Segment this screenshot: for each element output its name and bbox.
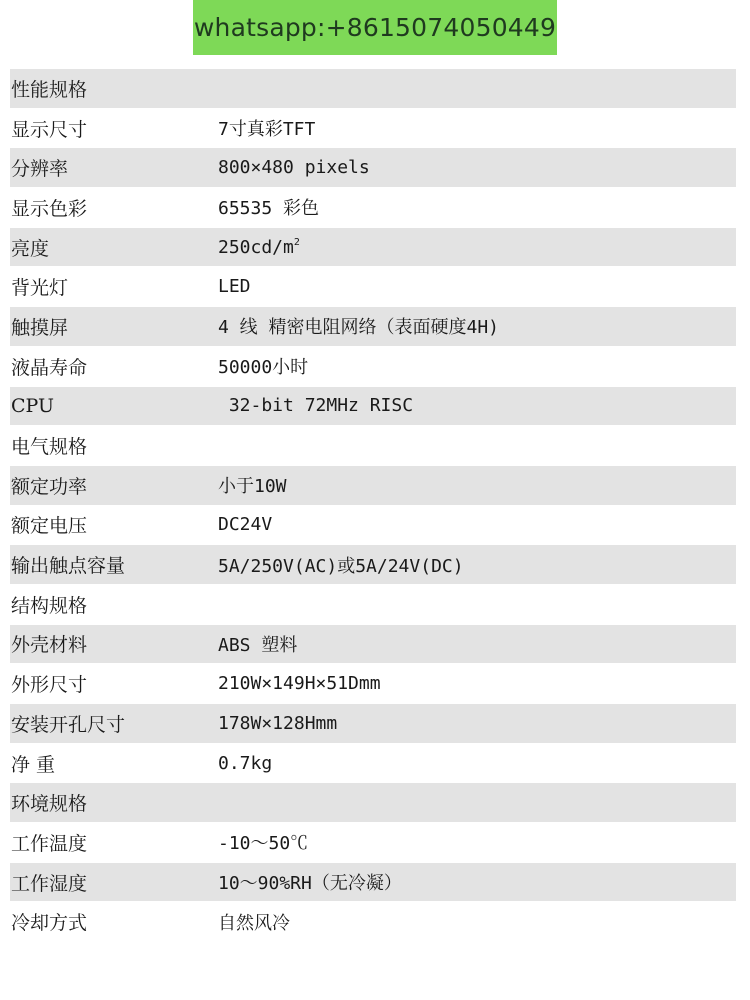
spec-row (10, 506, 736, 546)
spec-row (10, 744, 736, 784)
spec-value (218, 909, 736, 935)
spec-value (218, 713, 736, 734)
spec-value (218, 395, 736, 416)
spec-value-text: 210W×149H×51Dmm (218, 673, 381, 695)
spec-value-text: 自然风冷 (218, 912, 290, 934)
spec-label: 安装开孔尺寸 (11, 713, 126, 736)
spec-label: 亮度 (11, 237, 50, 260)
spec-value-text: DC24V (218, 514, 273, 536)
spec-label: 外形尺寸 (11, 674, 88, 697)
spec-value (218, 353, 736, 379)
spec-value-text: 7寸真彩TFT (218, 119, 316, 141)
spec-row (10, 148, 736, 188)
spec-label: 输出触点容量 (11, 555, 126, 578)
spec-value (218, 869, 736, 895)
spec-value (218, 237, 736, 258)
spec-label: 外壳材料 (11, 634, 88, 657)
spec-label: 分辨率 (11, 158, 69, 181)
spec-label: 性能规格 (11, 78, 88, 101)
spec-label: 结构规格 (11, 594, 88, 617)
spec-row (10, 823, 736, 863)
spec-row (10, 545, 736, 585)
spec-label: 环境规格 (11, 793, 88, 816)
spec-label: 背光灯 (11, 277, 69, 300)
spec-value (218, 115, 736, 141)
spec-row (10, 902, 736, 942)
spec-row (10, 387, 736, 427)
spec-row (10, 466, 736, 506)
spec-value-superscript: 2 (293, 236, 300, 248)
spec-value (218, 673, 736, 694)
spec-table (10, 69, 736, 942)
spec-value (218, 552, 736, 578)
spec-value (218, 472, 736, 498)
spec-row (10, 267, 736, 307)
spec-value (218, 157, 736, 178)
spec-value (218, 829, 736, 855)
spec-row (10, 109, 736, 149)
spec-label: 显示色彩 (11, 197, 88, 220)
spec-value-text: 178W×128Hmm (218, 712, 338, 734)
spec-value-text: 65535 彩色 (218, 198, 320, 220)
contact-banner (193, 0, 557, 55)
spec-value-text: 32-bit 72MHz RISC (218, 395, 414, 417)
spec-value-text: 800×480 pixels (218, 157, 370, 179)
spec-label: 触摸屏 (11, 316, 69, 339)
spec-label: 净 重 (11, 753, 56, 776)
section-header-row (10, 585, 736, 625)
spec-value-text: 10～90%RH（无冷凝） (218, 873, 402, 895)
spec-row (10, 664, 736, 704)
section-header-row (10, 69, 736, 109)
spec-label: 额定功率 (11, 475, 88, 498)
spec-label: 冷却方式 (11, 912, 88, 935)
contact-text: whatsapp:+8615074050449 (193, 13, 557, 42)
spec-label: 液晶寿命 (11, 356, 88, 379)
spec-label: 工作温度 (11, 832, 88, 855)
spec-value-text: 250cd/m (218, 236, 294, 258)
spec-value-text: 4 线 精密电阻网络（表面硬度4H) (218, 317, 500, 339)
spec-value-text: -10～50℃ (218, 833, 309, 855)
spec-value-text: 5A/250V(AC)或5A/24V(DC) (218, 555, 464, 577)
spec-row (10, 625, 736, 665)
spec-value (218, 631, 736, 657)
section-header-row (10, 426, 736, 466)
spec-value-text: LED (218, 276, 251, 298)
spec-label: 工作湿度 (11, 872, 88, 895)
spec-row (10, 188, 736, 228)
spec-value-text: 50000小时 (218, 357, 309, 379)
spec-value (218, 753, 736, 774)
spec-value-text: ABS 塑料 (218, 634, 298, 656)
spec-row (10, 863, 736, 903)
spec-row (10, 228, 736, 268)
spec-value-text: 0.7kg (218, 752, 273, 774)
spec-label: 额定电压 (11, 515, 88, 538)
spec-row (10, 704, 736, 744)
spec-value (218, 313, 736, 339)
spec-label: 显示尺寸 (11, 118, 88, 141)
spec-row (10, 347, 736, 387)
spec-row (10, 307, 736, 347)
spec-value (218, 194, 736, 220)
section-header-row (10, 783, 736, 823)
spec-label: 电气规格 (11, 436, 88, 459)
spec-value (218, 276, 736, 297)
spec-label: CPU (11, 394, 55, 417)
spec-value-text: 小于10W (218, 476, 287, 498)
spec-value (218, 514, 736, 535)
